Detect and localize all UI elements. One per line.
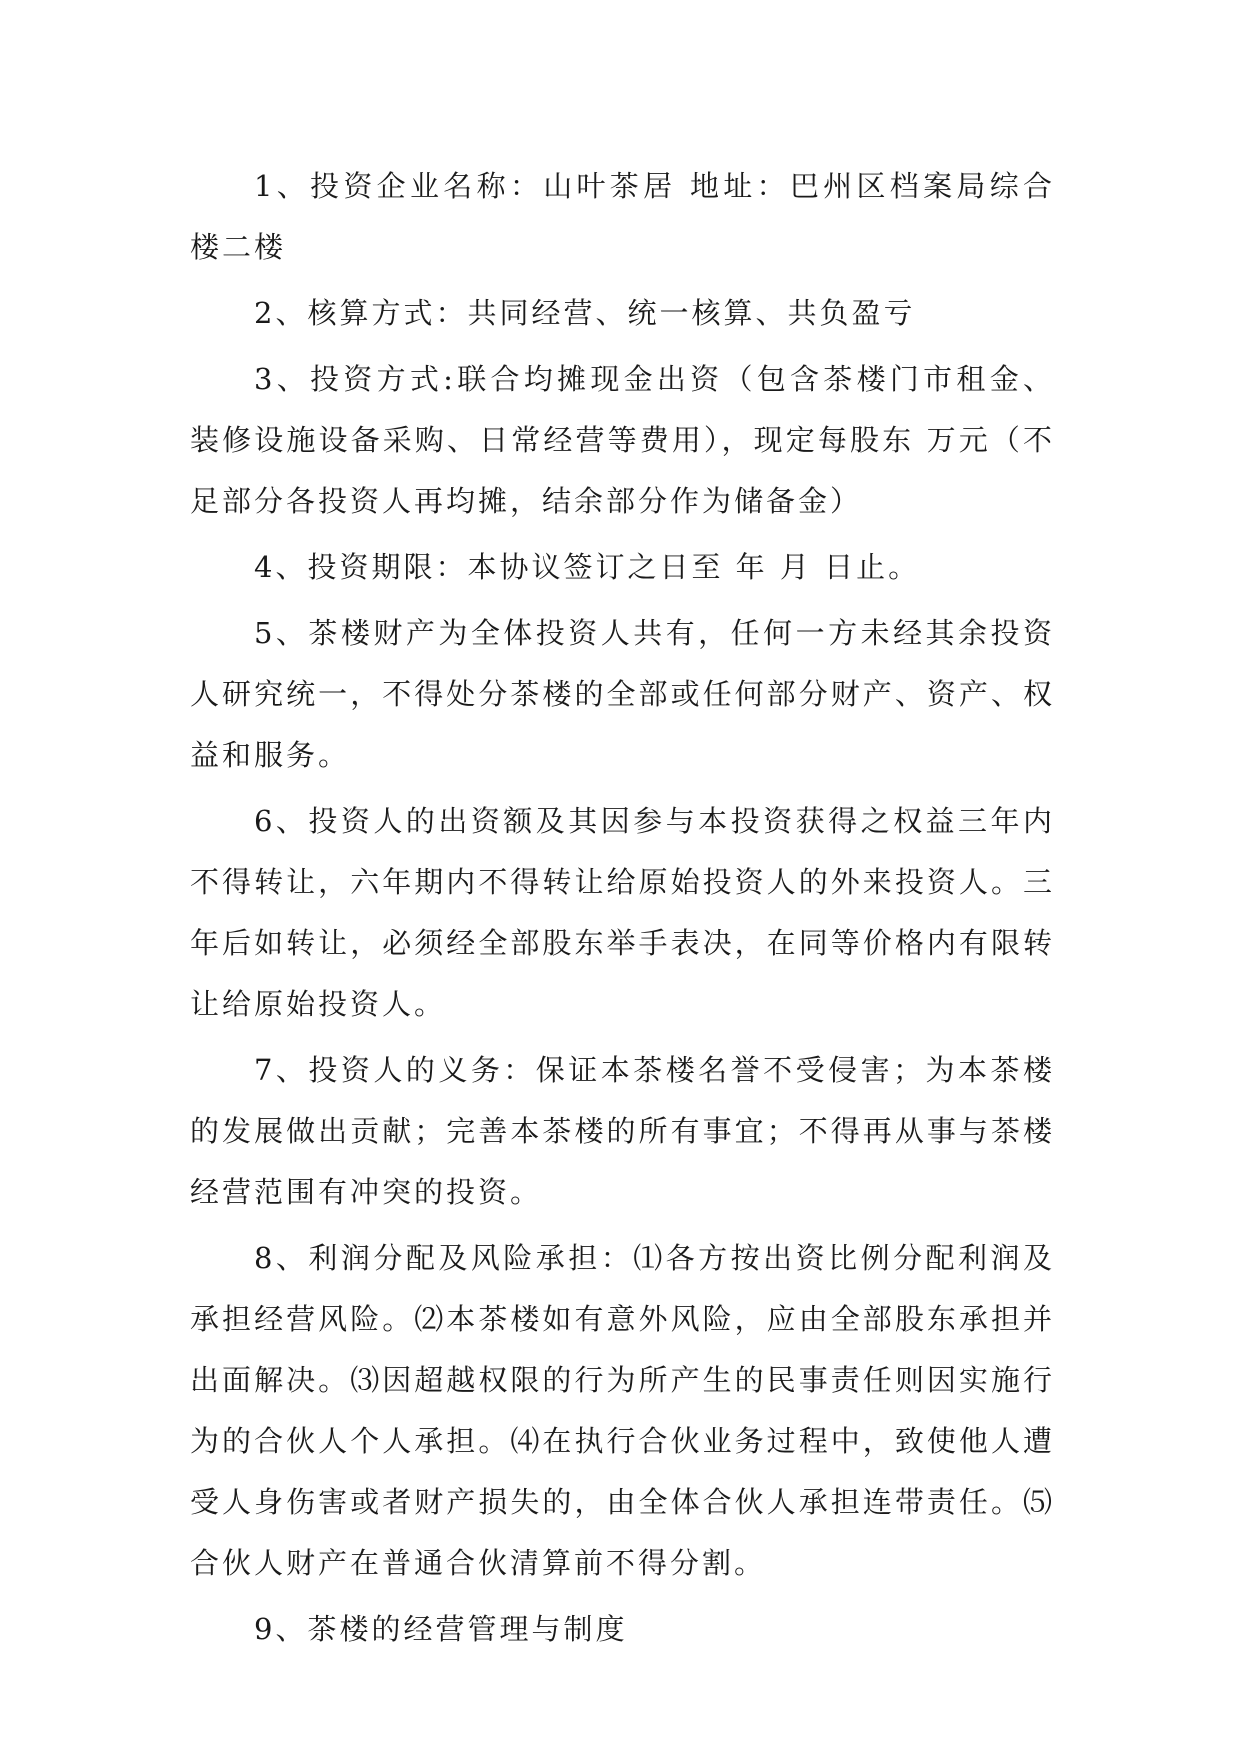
clause-7-paragraph: 7、投资人的义务：保证本茶楼名誉不受侵害；为本茶楼的发展做出贡献；完善本茶楼的所有事宜；不得再从事与茶楼经营范围有冲突的投资。 (190, 1053, 1055, 1209)
clause-5-paragraph: 5、茶楼财产为全体投资人共有，任何一方未经其余投资人研究统一，不得处分茶楼的全部或任何部分财产、资产、权益和服务。 (190, 616, 1055, 772)
clause-2-paragraph: 2、核算方式：共同经营、统一核算、共负盈亏 (254, 296, 916, 330)
document-body (190, 156, 1055, 1665)
clause-8-paragraph: 8、利润分配及风险承担：⑴各方按出资比例分配利润及承担经营风险。⑵本茶楼如有意外风险，应由全部股东承担并出面解决。⑶因超越权限的行为所产生的民事责任则因实施行为的合伙人个人承担。⑷在执行合伙业务过程中，致使他人遭受人身伤害或者财产损失的，由全体合伙人承担连带责任。⑸合伙人财产在普通合伙清算前不得分割。 (190, 1241, 1055, 1580)
clause-4-paragraph: 4、投资期限：本协议签订之日至 年 月 日止。 (254, 550, 921, 584)
clause-9-paragraph: 9、茶楼的经营管理与制度 (254, 1612, 628, 1646)
clause-6-paragraph: 6、投资人的出资额及其因参与本投资获得之权益三年内不得转让，六年期内不得转让给原始投资人的外来投资人。三年后如转让，必须经全部股东举手表决，在同等价格内有限转让给原始投资人。 (190, 804, 1055, 1021)
clause-1-paragraph: 1、投资企业名称：山叶茶居 地址：巴州区档案局综合楼二楼 (190, 169, 1055, 264)
clause-3-paragraph: 3、投资方式:联合均摊现金出资（包含茶楼门市租金、装修设施设备采购、日常经营等费用），现定每股东 万元（不足部分各投资人再均摊，结余部分作为储备金） (190, 362, 1055, 518)
